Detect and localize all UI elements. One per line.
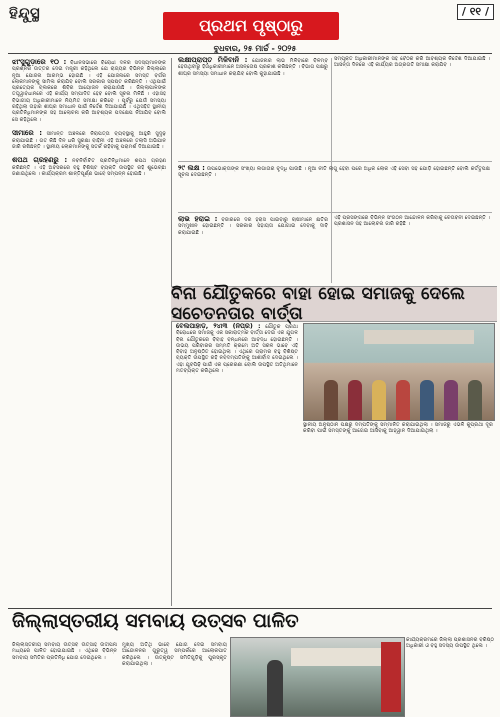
- low-right-story: [334, 215, 490, 283]
- story-headline: ଲାଭ ହରାଇ :: [178, 215, 218, 223]
- low-mid-story: [178, 215, 328, 283]
- story-body: ଯୋଜନାର ଲାଭ ମିଳିବାରେ ବିଳମ୍ବ ହେଉଥିବାରୁ ହିତାଧିକାରୀମାନେ ଅସନ୍ତୋଷ ପ୍ରକାଶ କରିଛନ୍ତି । ବିଭାଗ ପକ୍ଷରୁ ଶୀଘ୍ର ସମସ୍ୟା ସମାଧାନ କରାଯିବ ବୋଲି କୁହାଯାଇଛି ।: [178, 58, 328, 77]
- wide-story: [178, 164, 490, 209]
- bottom-story-col3: [406, 637, 494, 715]
- top-right-story: [334, 56, 490, 159]
- story-body: ନବନିର୍ବାଚିତ ପ୍ରତିନିଧିମାନେ ଶପଥ ଗ୍ରହଣ କରିଛନ୍ତି । ଏହି ଅବସରରେ ବହୁ ବିଶିଷ୍ଟ ବ୍ୟକ୍ତି ଉପସ୍ଥିତ ରହି ଶୁଭେଚ୍ଛା ଜଣାଇଥିଲେ । କାର୍ଯ୍ୟକ୍ରମ ଶାନ୍ତିପୂର୍ଣ୍ଣ ଭାବେ ସମ୍ପନ୍ନ ହୋଇଛି ।: [12, 158, 166, 178]
- photo-person: [372, 380, 386, 420]
- masthead: [0, 0, 500, 52]
- story-headline: ଶପଥ ଗ୍ରହଣରୁ :: [12, 156, 68, 165]
- story-headline: ୨୯ ଲକ୍ଷ :: [178, 164, 205, 172]
- story-body: ଯୌତୁକ ପ୍ରଥା ବିରୋଧରେ ସମାଜକୁ ଏକ ସକାରାତ୍ମକ ବାର୍ତ୍ତା ଦେଇ ଏକ ଯୁଗଳ ବିନା ଯୌତୁକରେ ବିବାହ ବନ୍ଧନରେ ଆବଦ୍ଧ ହୋଇଛନ୍ତି । ଉଭୟ ପରିବାରର ସମ୍ମତି କ୍ରମେ ଅତି ସରଳ ଭାବେ ଏହି ବିବାହ ଅନୁଷ୍ଠିତ ହୋଇଥିଲା । ଏଥିରେ ଗ୍ରାମର ବହୁ ବିଶିଷ୍ଟ ବ୍ୟକ୍ତି ଉପସ୍ଥିତ ରହି ନବଦମ୍ପତିଙ୍କୁ ଆଶୀର୍ବାଦ ଦେଇଥିଲେ । ଏହା ଯୁବପିଢ଼ି ପାଇଁ ଏକ ପ୍ରେରଣା ବୋଲି ଉପସ୍ଥିତ ଅତିଥିମାନେ ମତବ୍ୟକ୍ତ କରିଥିଲେ ।: [176, 324, 298, 375]
- story-body: ମୁଖ୍ୟ ଅତିଥି ଭାବେ ଯୋଗ ଦେଇ ସମବାୟ ଆନ୍ଦୋଳନର ଗୁରୁତ୍ୱ ସମ୍ପର୍କରେ ଆଲୋକପାତ କରିଥିଲେ । ଉତ୍କୃଷ୍ଟ ସମିତିଗୁଡ଼ିକୁ ପୁରସ୍କୃତ କରାଯାଇଥିଲା ।: [122, 642, 227, 667]
- date-line: ବୁଧବାର, ୨୫ ମାର୍ଚ୍ଚ - ୨୦୨୫: [213, 44, 297, 53]
- page-number: / ୧୧ /: [457, 4, 494, 20]
- story-body: ସ୍ଥାନୀୟ ଅନୁଷ୍ଠାନ ପକ୍ଷରୁ ଦମ୍ପତିଙ୍କୁ ସମ୍ମାନିତ କରାଯାଇଥିଲା । ସମାଜରୁ ଏଭଳି କୁପ୍ରଥା ଦୂର କରିବା ପାଇଁ ସମସ୍ତଙ୍କୁ ଆଗେଇ ଆସିବାକୁ ଆହ୍ୱାନ ଦିଆଯାଇଥିଲା ।: [303, 422, 493, 435]
- row-divider: [178, 212, 492, 213]
- photo-person: [420, 380, 434, 420]
- story-body: ବଜାରରେ ଦର ହ୍ରାସ ପାଇବାରୁ ଚାଷୀମାନେ କ୍ଷତିର ସମ୍ମୁଖୀନ ହୋଇଛନ୍ତି । ସରକାର ସହାୟତା ଯୋଗାଇ ଦେବାକୁ ଦାବି କରାଯାଇଛି ।: [178, 217, 328, 236]
- photo-standee: [381, 642, 401, 712]
- photo-person: [396, 380, 410, 420]
- story-headline: ସୀମାରେ :: [12, 129, 42, 138]
- story-body: ସୀମାନ୍ତ ଅଞ୍ଚଳରେ ନିରାପତ୍ତା ବ୍ୟବସ୍ଥାକୁ ଆହୁରି ସୁଦୃଢ଼ କରାଯାଇଛି । ଗତ କିଛି ଦିନ ଧରି ସୁରକ୍ଷା ବାହିନୀ ଏହି ଅଞ୍ଚଳରେ ତଲାସି ଅଭିଯାନ ଜାରି ରଖିଛନ୍ତି । ସ୍ଥାନୀୟ ଲୋକମାନଙ୍କୁ ସତର୍କ ରହିବାକୁ ପରାମର୍ଶ ଦିଆଯାଇଛି ।: [12, 131, 166, 150]
- bottom-headline: ଜିଲ୍ଲାସ୍ତରୀୟ ସମବାୟ ଉତ୍ସବ ପାଳିତ: [12, 610, 299, 632]
- photo-person: [444, 380, 458, 420]
- bottom-story-col1: [12, 642, 117, 715]
- photo-person: [348, 380, 362, 420]
- photo-speaker: [267, 660, 283, 716]
- story-body: ଏହି ପ୍ରସଙ୍ଗରେ ବିଭିନ୍ନ ସଂଗଠନ ଆନ୍ଦୋଳନ କରିବାକୁ ଚେତାବନୀ ଦେଇଛନ୍ତି । ପ୍ରଶାସନ ସହ ଆଲୋଚନା ଜାରି ରହିଛି ।: [334, 215, 490, 228]
- story-headline: ଲକ୍ଷୀପ୍ରାପ୍ତ ମିଳିବାନି :: [178, 56, 248, 64]
- story-body: କାର୍ଯ୍ୟକ୍ରମରେ ଜିଲ୍ଲା ପ୍ରଶାସନର ବରିଷ୍ଠ ଅଧିକାରୀ ଓ ବହୁ ସଦସ୍ୟ ଉପସ୍ଥିତ ଥିଲେ ।: [406, 637, 494, 650]
- story-body: ଜିଲ୍ଲାସ୍ତରୀୟ ସମବାୟ ଉତ୍ସବ ଉତ୍ସାହ ଉଦ୍ଦୀପନା ମଧ୍ୟରେ ପାଳିତ ହୋଇଯାଇଛି । ଏଥିରେ ବିଭିନ୍ନ ସମବାୟ ସମିତିର ପ୍ରତିନିଧି ଯୋଗ ଦେଇଥିଲେ ।: [12, 642, 117, 661]
- feature-headline: ବିନା ଯୌତୁକରେ ବାହା ହୋଇ ସମାଜକୁ ଦେଲେ ସଚେତନତାର ବାର୍ତ୍ତା: [171, 286, 497, 322]
- wedding-photo: [303, 323, 495, 421]
- newspaper-logo: ହିନ୍ଦୁସ୍ଥ: [9, 4, 41, 22]
- story-body: ଉପଭୋକ୍ତାଙ୍କ ସଂଖ୍ୟା ଲଗାତାର ବୃଦ୍ଧି ପାଉଛି । ନୂଆ ନୀତି ଲାଗୁ ହେବା ପରେ ଅଧିକ ଲୋକ ଏହି ସେବା ସହ ଯୋଡ଼ି ହୋଇଛନ୍ତି ବୋଲି କର୍ତ୍ତୃପକ୍ଷ ସୂଚନା ଦେଇଛନ୍ତି ।: [178, 166, 490, 179]
- row-divider: [178, 161, 492, 162]
- story-body: ସମ୍ପୃକ୍ତ ଅଧିକାରୀମାନଙ୍କ ସହ ବୈଠକ କରି ଆବଶ୍ୟକ ନିର୍ଦ୍ଦେଶ ଦିଆଯାଇଛି । ଆସନ୍ତା ଦିନରେ ଏହି କାର୍ଯ୍ୟର ଅଗ୍ରଗତି ସମୀକ୍ଷା କରାଯିବ ।: [334, 56, 490, 69]
- story-headline: ଝାଂସୁଗୁଡ଼ାରେ ୧୦ :: [12, 58, 67, 66]
- feature-dateline: ବେଲପାହାଡ଼, ୨୪ା୩ (ନିପ୍ର) :: [176, 323, 261, 330]
- story-body: ବିଧାନସଭାରେ ବିରୋଧୀ ଦଳର ସଦସ୍ୟମାନଙ୍କ ପ୍ରଶ୍ନର ଉତ୍ତର ଦେଇ ମନ୍ତ୍ରୀ କହିଥିଲେ ଯେ ରାଜ୍ୟର ବିଭିନ୍ନ ଜିଲ୍ଲାରେ ନୂଆ ଯୋଜନା ଆରମ୍ଭ ହୋଇଛି । ଏହି ଯୋଜନାରେ ସମସ୍ତ ବର୍ଗର ଲୋକମାନଙ୍କୁ ସାମିଲ କରାଯିବ ବୋଲି ସରକାର ସ୍ପଷ୍ଟ କରିଛନ୍ତି । ଏଥିପାଇଁ ପ୍ରତ୍ୟେକ ବ୍ଲକରେ ଶିବିର ଆୟୋଜନ କରାଯାଉଛି । ଜିଲ୍ଲାପାଳଙ୍କ ତତ୍ତ୍ୱାବଧାନରେ ଏହି କାର୍ଯ୍ୟ ସମ୍ପାଦିତ ହେବ ବୋଲି ସୂଚନା ମିଳିଛି । ଏହାସହ ବିଭାଗୀୟ ଅଧିକାରୀମାନେ ନିୟମିତ ସମୀକ୍ଷା କରିବେ । ପୂର୍ବରୁ ଯେଉଁ ସମସ୍ୟା ରହିଥିଲା ତାହାର ଶୀଘ୍ର ସମାଧାନ ପାଇଁ ନିର୍ଦ୍ଦେଶ ଦିଆଯାଇଛି । ଏଥିସହିତ ସ୍ଥାନୀୟ ପ୍ରତିନିଧିମାନଙ୍କ ସହ ଆଲୋଚନା କରି ଆବଶ୍ୟକ ପଦକ୍ଷେପ ନିଆଯିବ ବୋଲି ସେ କହିଥିଲେ ।: [12, 60, 166, 123]
- top-divider: [8, 53, 492, 54]
- bottom-divider: [8, 608, 492, 609]
- cooperative-event-photo: [230, 637, 405, 717]
- column-divider: [171, 58, 172, 606]
- photo-backdrop: [364, 330, 474, 344]
- left-column: [12, 58, 166, 606]
- section-title-banner: ପ୍ରଥମ ପୃଷ୍ଠାରୁ: [163, 12, 339, 40]
- feature-story-left: [176, 323, 298, 505]
- photo-person: [468, 380, 482, 420]
- bottom-story-col2: [122, 642, 227, 715]
- feature-story-right: [303, 422, 493, 505]
- top-mid-story: [178, 56, 328, 159]
- photo-person: [324, 380, 338, 420]
